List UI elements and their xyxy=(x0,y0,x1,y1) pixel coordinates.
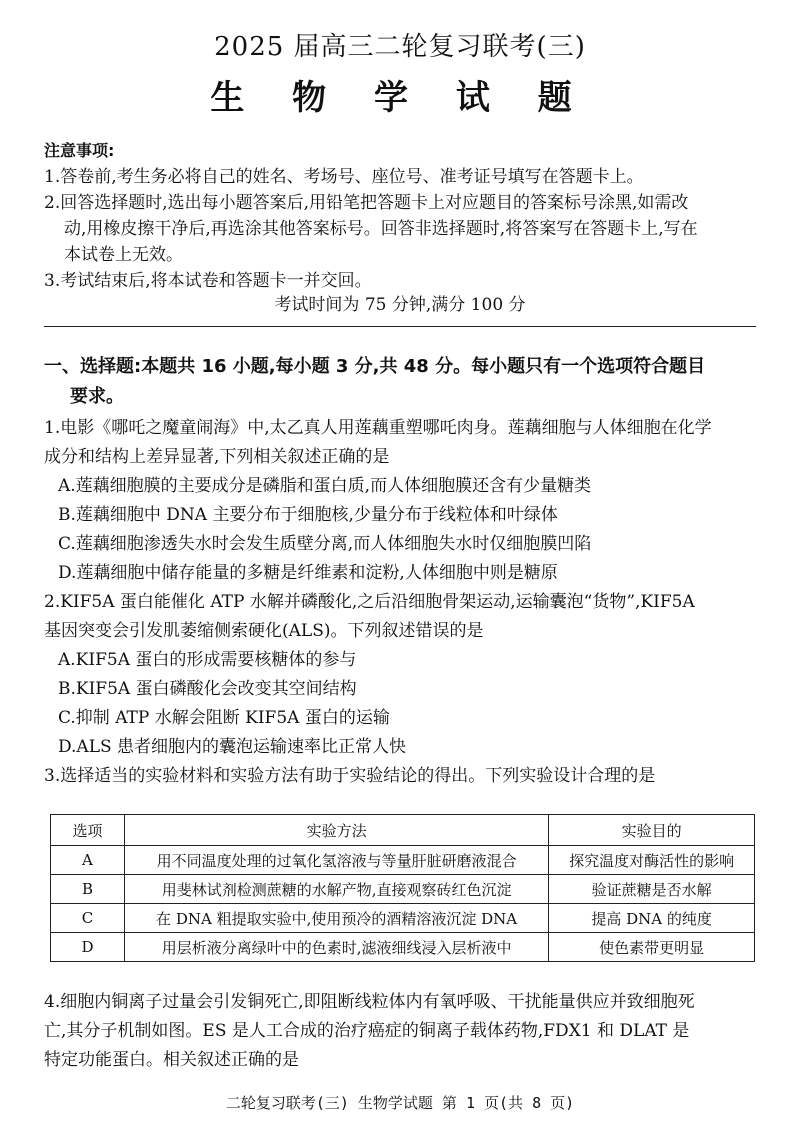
table-cell-option: A xyxy=(51,846,125,875)
table-cell-method: 用不同温度处理的过氧化氢溶液与等量肝脏研磨液混合 xyxy=(124,846,548,875)
table-cell-option: C xyxy=(51,904,125,933)
question-4 xyxy=(44,988,760,1075)
section-heading-line-2: 要求。 xyxy=(70,386,124,407)
table-row xyxy=(51,875,755,904)
question-1-option-d: D.莲藕细胞中储存能量的多糖是纤维素和淀粉,人体细胞中则是糖原 xyxy=(58,563,558,583)
section-heading-line-1: 一、选择题:本题共 16 小题,每小题 3 分,共 48 分。每小题只有一个选项符合题目 xyxy=(44,356,706,377)
question-1-stem-line-1: 1.电影《哪吒之魔童闹海》中,太乙真人用莲藕重塑哪吒肉身。莲藕细胞与人体细胞在化学 xyxy=(44,418,712,438)
question-1-option-c: C.莲藕细胞渗透失水时会发生质壁分离,而人体细胞失水时仅细胞膜凹陷 xyxy=(58,534,592,554)
notice-item-2-line-3: 本试卷上无效。 xyxy=(64,245,183,265)
table-cell-method: 用斐林试剂检测蔗糖的水解产物,直接观察砖红色沉淀 xyxy=(124,875,548,904)
notice-item-2-line-2: 动,用橡皮擦干净后,再选涂其他答案标号。回答非选择题时,将答案写在答题卡上,写在 xyxy=(64,219,698,239)
question-list xyxy=(44,414,760,791)
table-cell-option: B xyxy=(51,875,125,904)
question-2-option-a: A.KIF5A 蛋白的形成需要核糖体的参与 xyxy=(58,650,357,670)
table-row xyxy=(51,904,755,933)
question-3-stem: 3.选择适当的实验材料和实验方法有助于实验结论的得出。下列实验设计合理的是 xyxy=(44,766,656,786)
table-header-row xyxy=(51,815,755,846)
table-cell-option: D xyxy=(51,933,125,962)
question-2-stem-line-2: 基因突变会引发肌萎缩侧索硬化(ALS)。下列叙述错误的是 xyxy=(44,621,484,641)
question-4-stem-line-3: 特定功能蛋白。相关叙述正确的是 xyxy=(44,1050,299,1070)
exam-time-info: 考试时间为 75 分钟,满分 100 分 xyxy=(274,295,526,315)
question-1-stem-line-2: 成分和结构上差异显著,下列相关叙述正确的是 xyxy=(44,447,390,467)
table-cell-purpose: 验证蔗糖是否水解 xyxy=(549,875,755,904)
question-4-stem-line-2: 亡,其分子机制如图。ES 是人工合成的治疗癌症的铜离子载体药物,FDX1 和 DLAT 是 xyxy=(44,1021,690,1041)
question-2-option-c: C.抑制 ATP 水解会阻断 KIF5A 蛋白的运输 xyxy=(58,708,390,728)
notice-block xyxy=(44,138,764,294)
table-cell-purpose: 探究温度对酶活性的影响 xyxy=(549,846,755,875)
section-divider xyxy=(44,326,756,327)
table-cell-method: 用层析液分离绿叶中的色素时,滤液细线浸入层析液中 xyxy=(124,933,548,962)
table-header-method: 实验方法 xyxy=(124,815,548,846)
page-footer: 二轮复习联考(三) 生物学试题 第 1 页(共 8 页) xyxy=(225,1094,575,1112)
table-row xyxy=(51,846,755,875)
table-row xyxy=(51,933,755,962)
question-3-table xyxy=(50,814,755,962)
table-cell-purpose: 使色素带更明显 xyxy=(549,933,755,962)
section-heading xyxy=(44,352,760,412)
notice-item-3: 3.考试结束后,将本试卷和答题卡一并交回。 xyxy=(44,271,372,291)
question-2-option-d: D.ALS 患者细胞内的囊泡运输速率比正常人快 xyxy=(58,737,407,757)
exam-series-title: 2025 届高三二轮复习联考(三) xyxy=(214,32,586,62)
question-1-option-b: B.莲藕细胞中 DNA 主要分布于细胞核,少量分布于线粒体和叶绿体 xyxy=(58,505,558,525)
table-cell-method: 在 DNA 粗提取实验中,使用预冷的酒精溶液沉淀 DNA xyxy=(124,904,548,933)
exam-subject-title: 生 物 学 试 题 xyxy=(210,78,590,118)
notice-item-2-line-1: 2.回答选择题时,选出每小题答案后,用铅笔把答题卡上对应题目的答案标号涂黑,如需改 xyxy=(44,193,689,213)
question-2-stem-line-1: 2.KIF5A 蛋白能催化 ATP 水解并磷酸化,之后沿细胞骨架运动,运输囊泡“货物”,KIF5A xyxy=(44,592,695,612)
table-header-purpose: 实验目的 xyxy=(549,815,755,846)
question-1-option-a: A.莲藕细胞膜的主要成分是磷脂和蛋白质,而人体细胞膜还含有少量糖类 xyxy=(58,476,592,496)
question-2-option-b: B.KIF5A 蛋白磷酸化会改变其空间结构 xyxy=(58,679,357,699)
question-4-stem-line-1: 4.细胞内铜离子过量会引发铜死亡,即阻断线粒体内有氧呼吸、干扰能量供应并致细胞死 xyxy=(44,992,695,1012)
table-cell-purpose: 提高 DNA 的纯度 xyxy=(549,904,755,933)
notice-heading: 注意事项: xyxy=(44,141,115,160)
table-header-option: 选项 xyxy=(51,815,125,846)
notice-item-1: 1.答卷前,考生务必将自己的姓名、考场号、座位号、准考证号填写在答题卡上。 xyxy=(44,167,644,187)
